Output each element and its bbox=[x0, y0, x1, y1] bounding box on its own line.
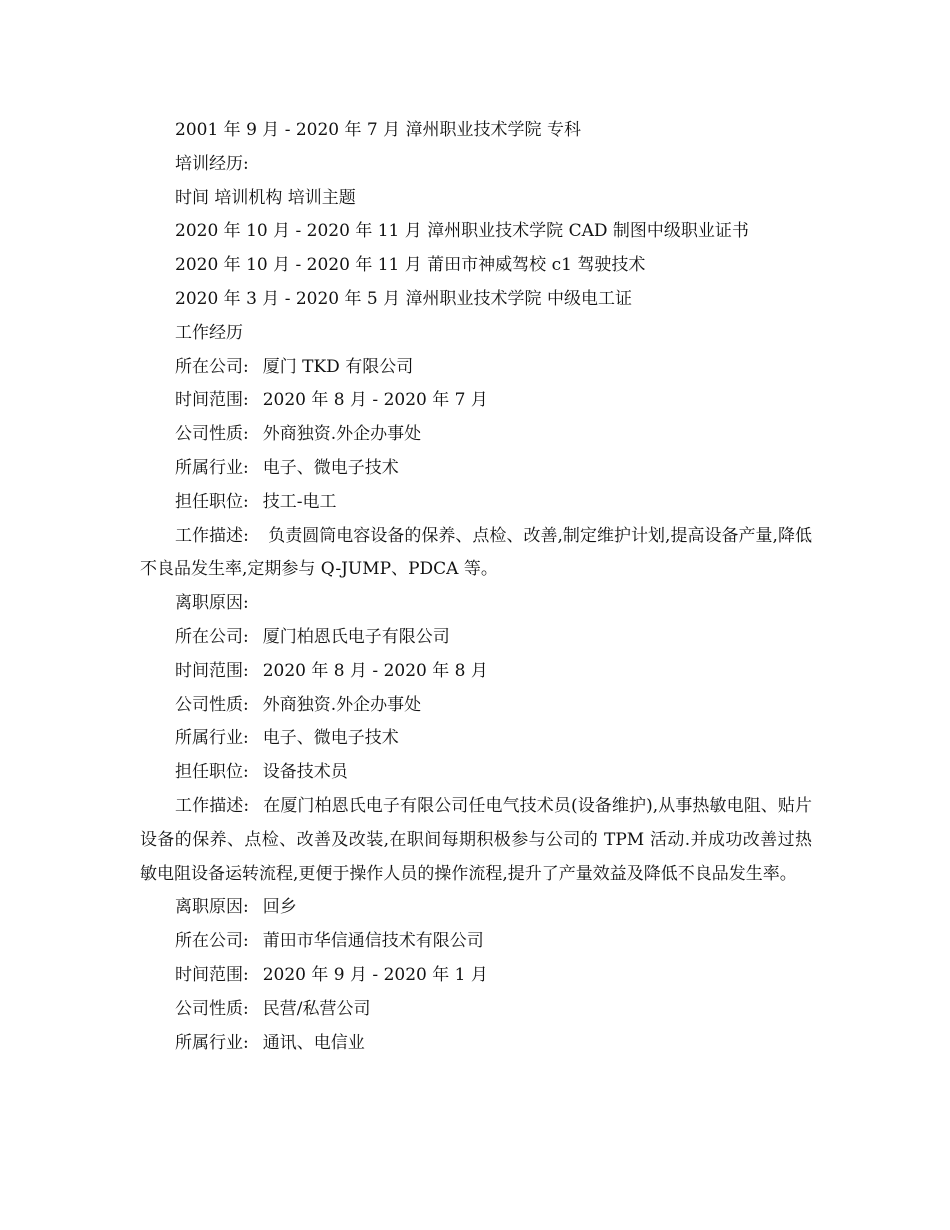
job-description-value: 负责圆筒电容设备的保养、点检、改善,制定维护计划,提高设备产量,降低不良品发生率,定期参与 Q-JUMP、PDCA 等。 bbox=[140, 525, 812, 580]
job-company-label: 所在公司: bbox=[175, 931, 249, 952]
job-position bbox=[140, 486, 812, 520]
job-period-label: 时间范围: bbox=[175, 964, 249, 985]
job-company bbox=[140, 621, 812, 655]
job-period-value: 2020 年 8 月 - 2020 年 8 月 bbox=[262, 660, 488, 681]
work-heading: 工作经历 bbox=[175, 322, 243, 343]
job-period-value: 2020 年 9 月 - 2020 年 1 月 bbox=[262, 964, 488, 985]
job-description bbox=[140, 520, 812, 588]
job-description-label: 工作描述: bbox=[175, 795, 250, 816]
job-leave-label: 离职原因: bbox=[175, 897, 249, 918]
training-columns: 时间 培训机构 培训主题 bbox=[175, 187, 356, 208]
job-leave-reason bbox=[140, 587, 812, 621]
job-period bbox=[140, 384, 812, 418]
job-position-value: 技工-电工 bbox=[262, 491, 337, 512]
job-nature-value: 外商独资.外企办事处 bbox=[262, 424, 422, 445]
job-description-label: 工作描述: bbox=[175, 525, 249, 546]
job-industry-value: 通讯、电信业 bbox=[262, 1032, 365, 1053]
job-company bbox=[140, 925, 812, 959]
job-company-value: 厦门柏恩氏电子有限公司 bbox=[262, 626, 450, 647]
job-leave-value: 回乡 bbox=[262, 897, 297, 918]
job-description bbox=[140, 790, 812, 891]
job-description-value: 在厦门柏恩氏电子有限公司任电气技术员(设备维护),从事热敏电阻、贴片设备的保养、点检、改善及改装,在职间每期积极参与公司的 TPM 活动.并成功改善过热敏电阻设备运转流程,更便于操作人员的操作流程,提升了产量效益及降低不良品发生率。 bbox=[140, 795, 812, 884]
job-position-label: 担任职位: bbox=[175, 491, 249, 512]
job-industry-label: 所属行业: bbox=[175, 1032, 249, 1053]
job-company-value: 厦门 TKD 有限公司 bbox=[262, 356, 414, 377]
job-industry-label: 所属行业: bbox=[175, 728, 249, 749]
job-leave-label: 离职原因: bbox=[175, 593, 249, 614]
job-company bbox=[140, 351, 812, 385]
training-item: 2020 年 10 月 - 2020 年 11 月 莆田市神威驾校 c1 驾驶技术 bbox=[175, 255, 646, 276]
job-nature-label: 公司性质: bbox=[175, 694, 249, 715]
job-industry bbox=[140, 452, 812, 486]
job-period-label: 时间范围: bbox=[175, 390, 249, 411]
job-position bbox=[140, 756, 812, 790]
job-nature bbox=[140, 689, 812, 723]
job-leave-reason bbox=[140, 891, 812, 925]
training-item: 2020 年 3 月 - 2020 年 5 月 漳州职业技术学院 中级电工证 bbox=[175, 288, 632, 309]
job-nature-label: 公司性质: bbox=[175, 424, 249, 445]
job-period bbox=[140, 655, 812, 689]
job-company-label: 所在公司: bbox=[175, 356, 249, 377]
resume-page bbox=[140, 114, 812, 1060]
job-nature-value: 民营/私营公司 bbox=[262, 998, 371, 1019]
job-nature bbox=[140, 993, 812, 1027]
job-period-value: 2020 年 8 月 - 2020 年 7 月 bbox=[262, 390, 488, 411]
job-industry bbox=[140, 722, 812, 756]
training-heading: 培训经历: bbox=[175, 153, 249, 174]
job-position-label: 担任职位: bbox=[175, 762, 249, 783]
job-company-label: 所在公司: bbox=[175, 626, 249, 647]
job-nature-value: 外商独资.外企办事处 bbox=[262, 694, 422, 715]
job-industry bbox=[140, 1027, 812, 1061]
job-industry-value: 电子、微电子技术 bbox=[262, 457, 399, 478]
job-position-value: 设备技术员 bbox=[262, 762, 348, 783]
training-item: 2020 年 10 月 - 2020 年 11 月 漳州职业技术学院 CAD 制图中级职业证书 bbox=[175, 221, 749, 242]
job-industry-label: 所属行业: bbox=[175, 457, 249, 478]
job-period bbox=[140, 959, 812, 993]
job-industry-value: 电子、微电子技术 bbox=[262, 728, 399, 749]
job-nature-label: 公司性质: bbox=[175, 998, 249, 1019]
education-entry: 2001 年 9 月 - 2020 年 7 月 漳州职业技术学院 专科 bbox=[175, 120, 581, 140]
job-company-value: 莆田市华信通信技术有限公司 bbox=[262, 931, 484, 952]
job-nature bbox=[140, 418, 812, 452]
job-period-label: 时间范围: bbox=[175, 660, 249, 681]
